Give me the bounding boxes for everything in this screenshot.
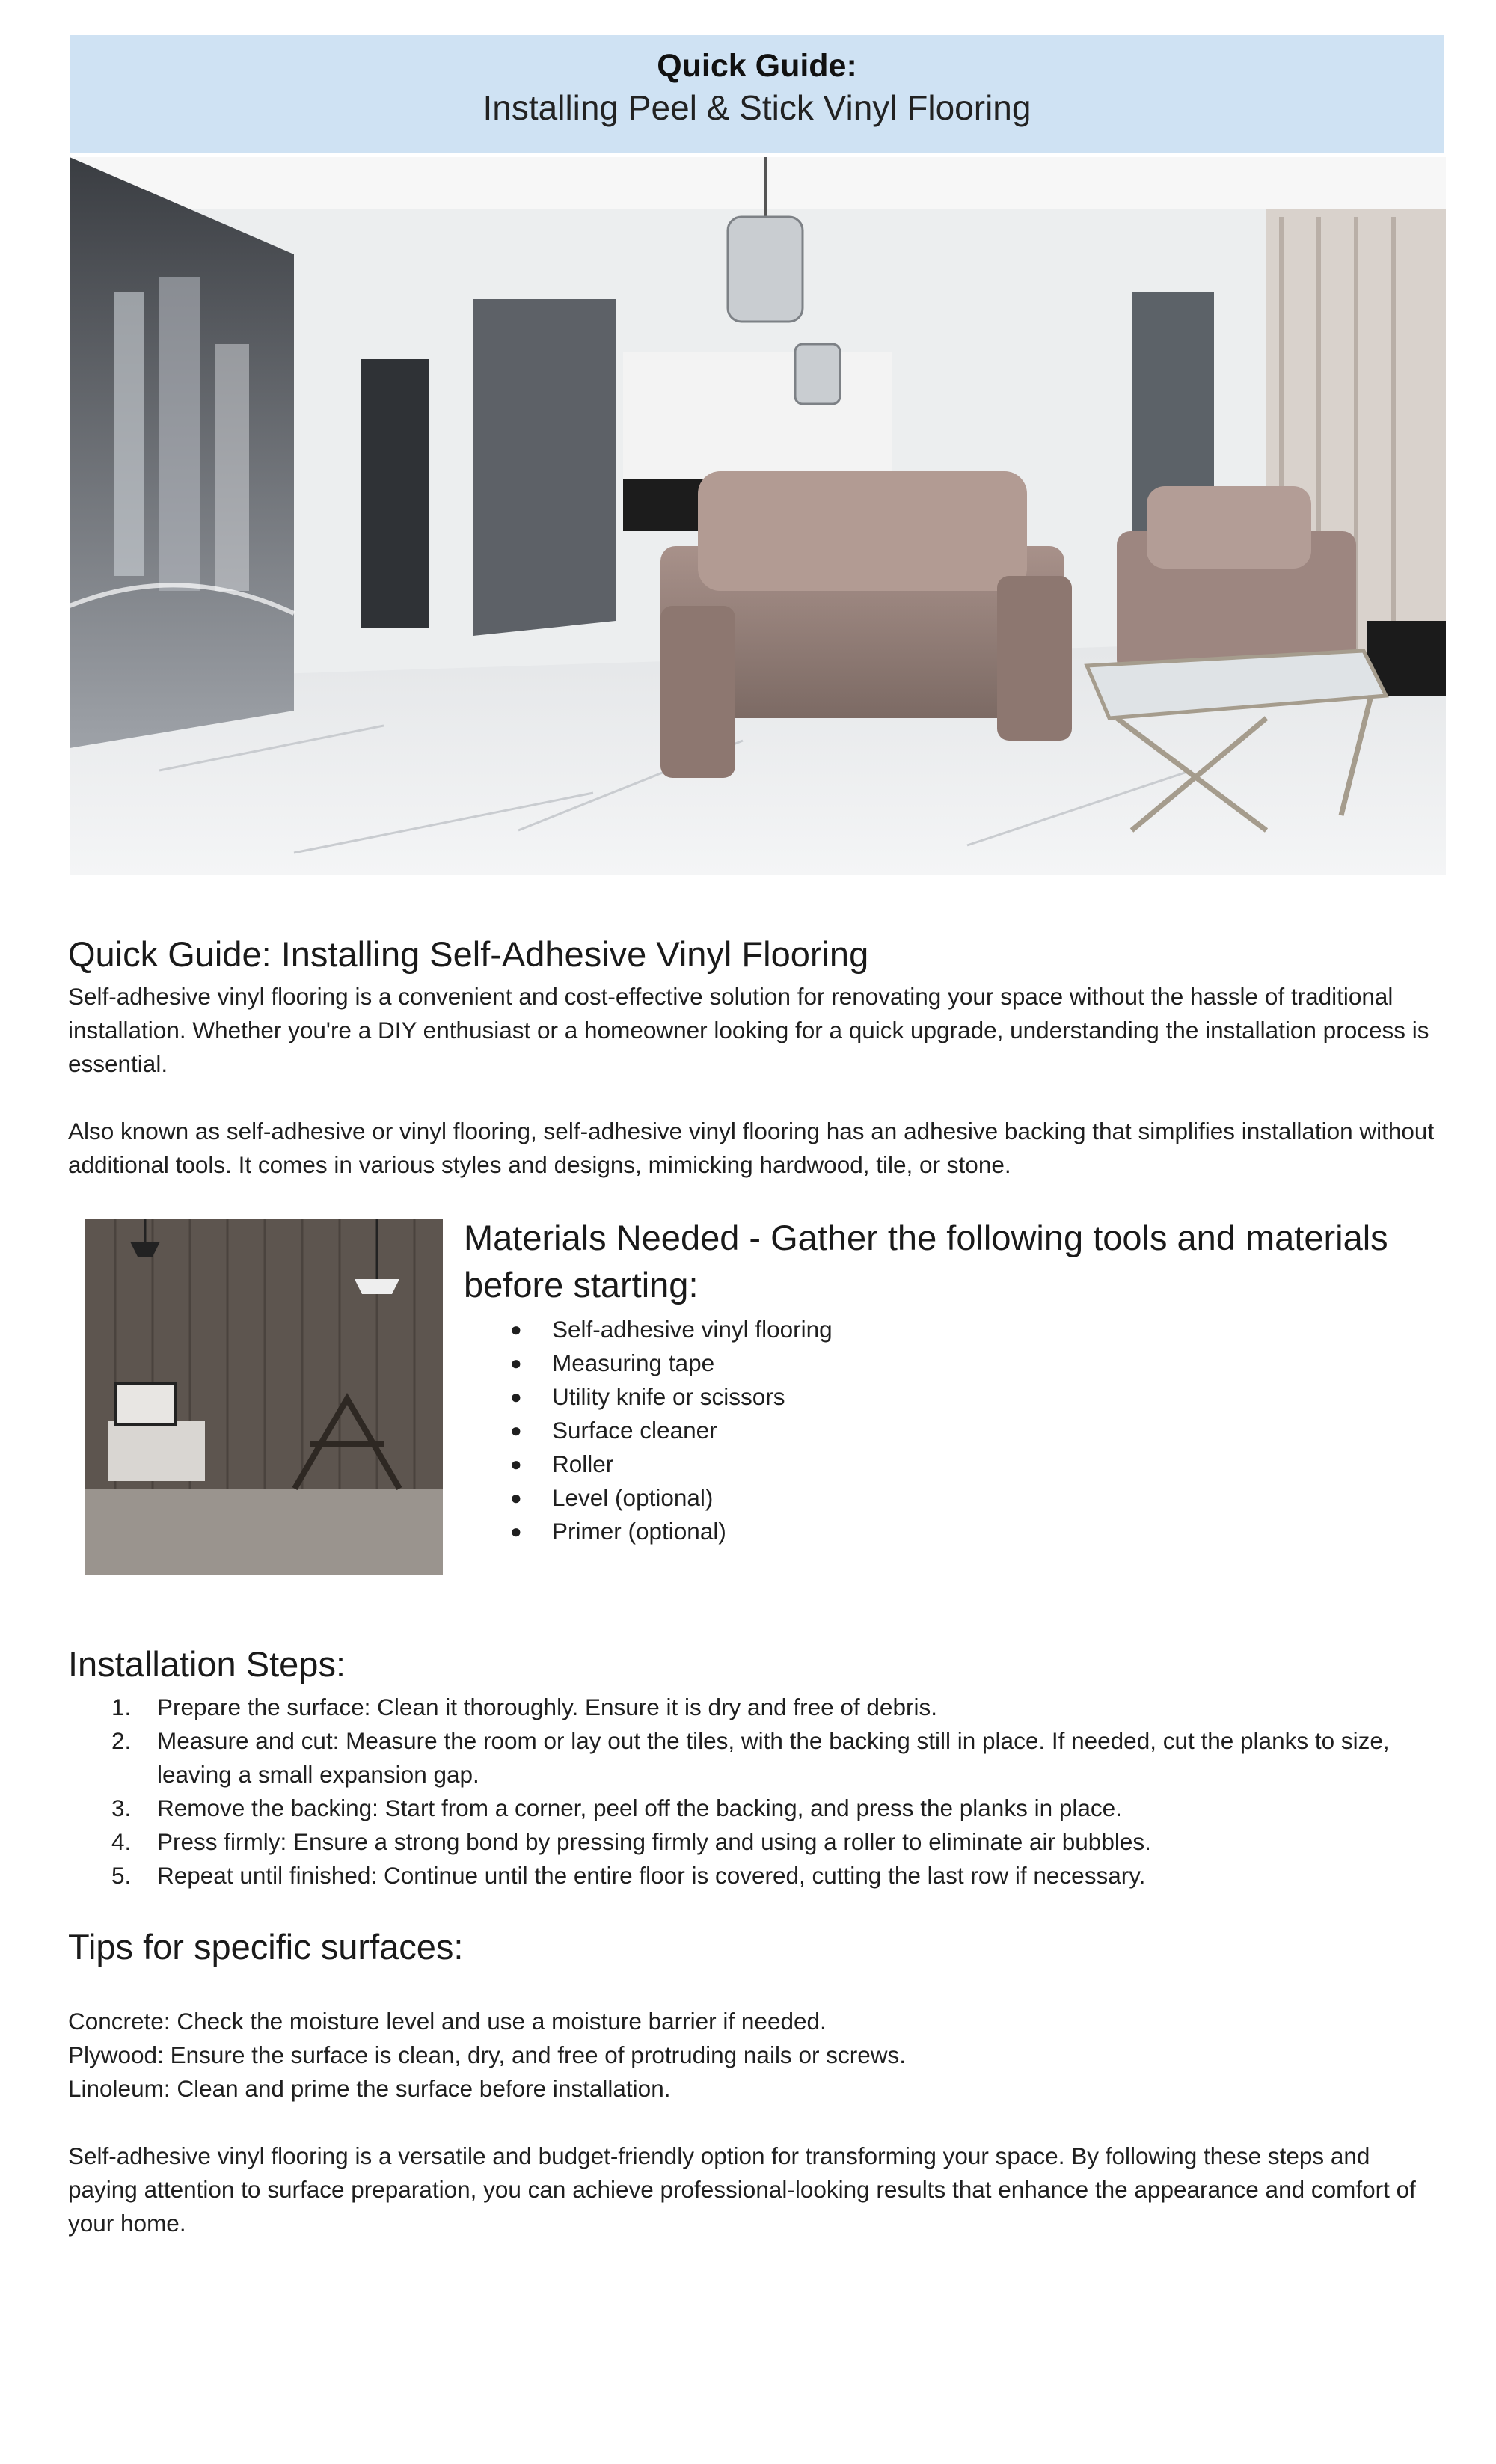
step-number: 1.: [111, 1694, 132, 1720]
bullet-icon: ●: [510, 1318, 522, 1340]
materials-list: [510, 1313, 833, 1548]
bullet-icon: ●: [510, 1453, 522, 1475]
tips-title: Tips for specific surfaces:: [68, 1927, 464, 1967]
list-item: Concrete: Check the moisture level and use a moisture barrier if needed.: [68, 2008, 827, 2035]
step-number: 5.: [111, 1862, 132, 1889]
step-number: 3.: [111, 1795, 132, 1821]
list-item: [68, 1859, 1444, 1893]
list-item: [68, 1825, 1444, 1859]
intro-paragraph-2: Also known as self-adhesive or vinyl flooring, self-adhesive vinyl flooring has an adhesive backing that simplifies installation without additional tools. It comes in various styles and designs, mimicking hardwood, tile, or stone.: [68, 1118, 1435, 1178]
wood-wall-interior-image: [85, 1219, 443, 1575]
bullet-icon: ●: [510, 1419, 522, 1441]
step-text: Prepare the surface: Clean it thoroughly. Ensure it is dry and free of debris.: [157, 1694, 937, 1720]
list-item: ● Roller: [552, 1447, 833, 1481]
tips-list: [68, 2005, 906, 2106]
bullet-icon: ●: [510, 1352, 522, 1374]
step-text: Remove the backing: Start from a corner, peel off the backing, and press the planks in place.: [157, 1795, 1122, 1821]
header-subtitle: Installing Peel & Stick Vinyl Flooring: [482, 88, 1031, 127]
header-title: Quick Guide:: [657, 48, 857, 84]
hero-living-room-image: [70, 157, 1446, 875]
step-text: Measure and cut: Measure the room or lay out the tiles, with the backing still in place. If needed, cut the planks to size, leaving a small expansion gap.: [157, 1727, 1390, 1788]
bullet-icon: ●: [510, 1486, 522, 1509]
list-item: ● Surface cleaner: [552, 1414, 833, 1447]
step-number: 4.: [111, 1828, 132, 1855]
intro-title: Quick Guide: Installing Self-Adhesive Vinyl Flooring: [68, 934, 869, 974]
list-item: [68, 1691, 1444, 1724]
list-item: ● Level (optional): [552, 1481, 833, 1515]
list-item: ● Self-adhesive vinyl flooring: [552, 1313, 833, 1346]
conclusion-paragraph: Self-adhesive vinyl flooring is a versatile and budget-friendly option for transforming your space. By following these steps and paying attention to surface preparation, you can achieve professional-looking results that enhance the appearance and comfort of your home.: [68, 2142, 1416, 2237]
list-item: Linoleum: Clean and prime the surface before installation.: [68, 2075, 671, 2102]
list-item: [68, 1792, 1444, 1825]
list-item: [68, 1724, 1444, 1792]
steps-title: Installation Steps:: [68, 1644, 346, 1684]
step-text: Press firmly: Ensure a strong bond by pressing firmly and using a roller to eliminate air bubbles.: [157, 1828, 1151, 1855]
bullet-icon: ●: [510, 1520, 522, 1542]
guide-header: [70, 35, 1444, 153]
steps-list: [68, 1691, 1444, 1893]
list-item: ● Measuring tape: [552, 1346, 833, 1380]
intro-paragraph-1: Self-adhesive vinyl flooring is a convenient and cost-effective solution for renovating your space without the hassle of traditional installation. Whether you're a DIY enthusiast or a homeowner looking for a quick upgrade, understanding the installation process is essential.: [68, 983, 1429, 1077]
list-item: Plywood: Ensure the surface is clean, dry, and free of protruding nails or screws.: [68, 2041, 906, 2068]
step-number: 2.: [111, 1727, 132, 1754]
step-text: Repeat until finished: Continue until the entire floor is covered, cutting the last row if necessary.: [157, 1862, 1146, 1889]
list-item: ● Utility knife or scissors: [552, 1380, 833, 1414]
list-item: ● Primer (optional): [552, 1515, 833, 1548]
materials-title: Materials Needed - Gather the following tools and materials before starting:: [464, 1218, 1388, 1305]
bullet-icon: ●: [510, 1385, 522, 1408]
